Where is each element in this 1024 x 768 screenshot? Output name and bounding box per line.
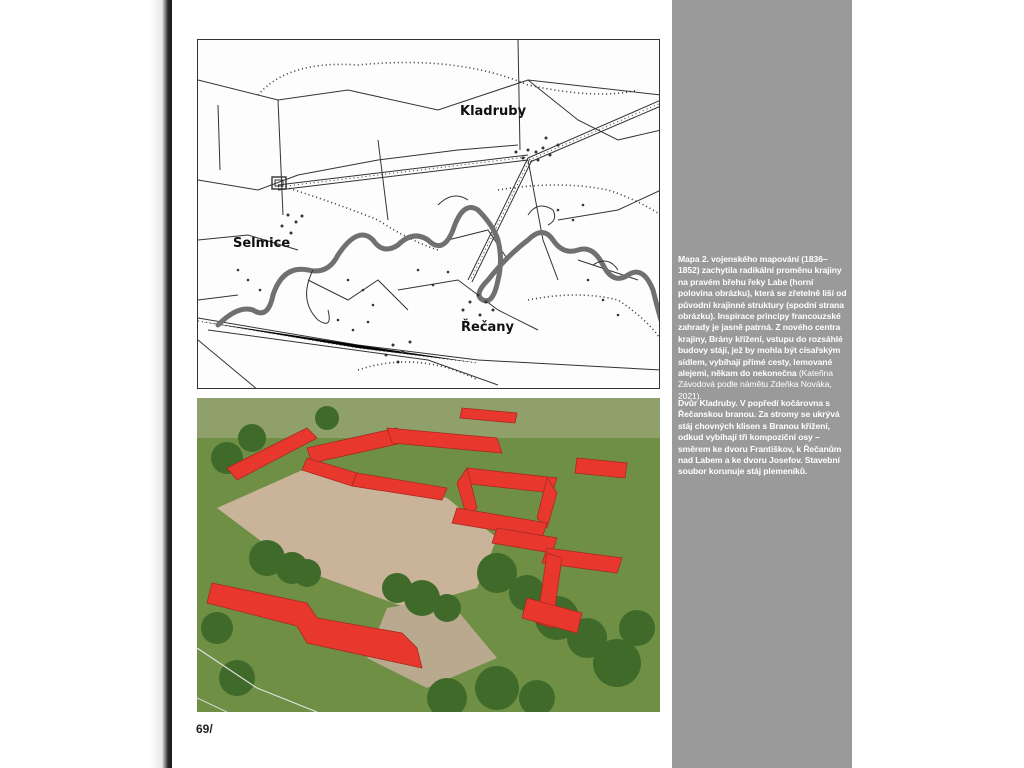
map-drawing bbox=[198, 40, 660, 389]
map-label-selmice: Selmice bbox=[233, 236, 291, 251]
historical-map bbox=[197, 39, 660, 389]
map-caption bbox=[678, 254, 848, 402]
map-caption-main: Mapa 2. vojenského mapování (1836–1852) zachytila radikální proměnu krajiny na pravém břehu řeky Labe (horní polovina obrázku), která se zřetelně liší od původní krajinné struktury (spodní strana obrázku). Inspirace principy francouzské zahrady je jasně patrná. Z nového centra krajiny, Brány křížení, vstupu do rozsáhlé budovy stájí, jež by mohla být císařským sídlem, vybíhají přímé cesty, lemované alejemi, někam do nekonečna bbox=[678, 254, 847, 379]
map-label-kladruby: Kladruby bbox=[460, 104, 527, 119]
map-label-recany: Řečany bbox=[461, 320, 515, 335]
aerial-photo bbox=[197, 398, 660, 712]
right-margin bbox=[852, 0, 1024, 768]
book-spine-shadow bbox=[0, 0, 172, 768]
map-caption-credit: (Kateřina Závodová podle námětu Zdeňka Nováka, 2021). bbox=[678, 368, 833, 401]
photo-caption: Dvůr Kladruby. V popředí kočárovna s Řečanskou branou. Za stromy se ukrývá stáj chovných klisen s Branou křížení, odkud vybíhají tři kompoziční osy – směrem ke dvoru Františkov, k Řečanům nad Labem a ke dvoru Josefov. Stavební soubor korunuje stáj plemeníků. bbox=[678, 398, 842, 477]
aerial-photo-drawing bbox=[197, 398, 660, 712]
page-number: 69/ bbox=[196, 722, 213, 736]
